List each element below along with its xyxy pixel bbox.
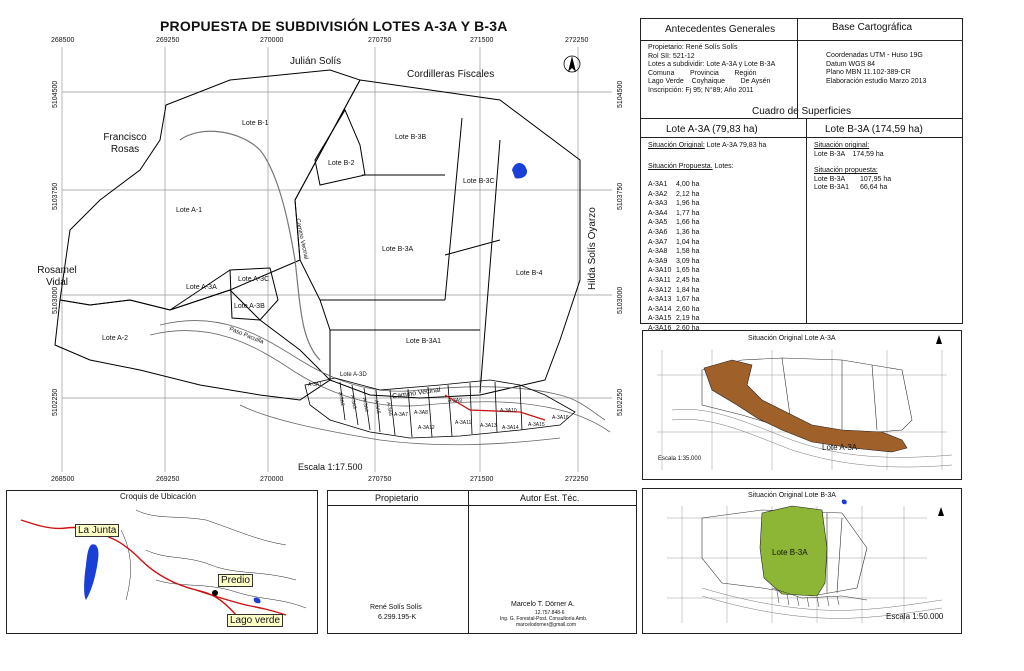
antecedentes-line: Comuna Provincia Región — [648, 69, 757, 77]
a-row-lot: A-3A9 — [648, 257, 668, 265]
a-row-area: 2,60 ha — [676, 305, 700, 313]
inset-a-scale: Escala 1:35.000 — [658, 456, 702, 462]
x-coord: 268500 — [51, 37, 75, 44]
small-lot-label: A-3A8 — [414, 410, 428, 416]
lot-label: Lote B-1 — [242, 120, 269, 127]
antecedentes-line: Lago Verde Coyhaique De Aysén — [648, 78, 771, 85]
owner-name: René Solís Solís — [370, 604, 422, 611]
x-coord: 271500 — [470, 476, 494, 483]
y-coord: 5103000 — [52, 286, 59, 314]
road-label: Camino Vecinal — [294, 218, 309, 261]
small-lot-label: A-3A4 — [360, 397, 370, 413]
inset-a-lot-label: Lote A-3A — [822, 443, 858, 452]
neighbor-rosamel: Rosamel Vidal — [37, 265, 77, 288]
lot-label: Lote A-3C — [238, 276, 270, 283]
a-row-lot: A-3A5 — [648, 219, 668, 227]
owner-title: Propietario — [375, 493, 419, 503]
y-coord: 5102250 — [617, 388, 624, 416]
a-row — [648, 228, 699, 238]
a-row-area: 1,84 ha — [676, 286, 700, 294]
page-title: PROPUESTA DE SUBDIVISIÓN LOTES A-3A Y B-3A — [160, 18, 508, 34]
a-row-lot: A-3A14 — [648, 305, 672, 313]
a-row-lot: A-3A8 — [648, 248, 668, 256]
a-row-area: 1,77 ha — [676, 209, 700, 217]
sup-divider-v — [806, 118, 807, 324]
x-coord: 269250 — [156, 37, 180, 44]
a-row-lot: A-3A6 — [648, 228, 668, 236]
a-row — [648, 276, 699, 286]
a-row — [648, 218, 699, 228]
a-row — [648, 190, 699, 200]
small-lot-label: A-3A9 — [448, 398, 462, 404]
a-prop-suffix: Lotes: — [714, 163, 734, 170]
a-prop-label: Situación Propuesta. — [648, 163, 713, 170]
a-row — [648, 266, 699, 276]
author-name: Marcelo T. Dörner A. — [511, 601, 575, 608]
base-title: Base Cartográfica — [832, 22, 913, 33]
owner-divider-v — [468, 490, 469, 634]
small-lot-label: A-3A2 — [336, 391, 346, 407]
grid-lines — [62, 47, 612, 472]
col-a-content — [648, 142, 766, 168]
small-lot-label: A-3A6 — [384, 401, 394, 417]
a-rows — [648, 180, 699, 334]
a-row — [648, 314, 699, 324]
a-row-area: 4,00 ha — [676, 181, 700, 188]
antecedentes-title: Antecedentes Generales — [665, 24, 776, 35]
small-lot-label: A-3A3 — [348, 394, 358, 410]
small-lot-label: A-3A15 — [528, 422, 545, 428]
inset-b-scale: Escala 1:50.000 — [886, 612, 944, 621]
a-row-area: 1,65 ha — [676, 267, 700, 275]
a-row-lot: A-3A3 — [648, 200, 668, 208]
x-coord: 271500 — [470, 37, 494, 44]
lot-label: Lote A-2 — [102, 335, 129, 342]
author-title: Autor Est. Téc. — [520, 493, 580, 503]
base-line: Datum WGS 84 — [826, 60, 876, 68]
road-label: Paso Pacuilla — [228, 326, 265, 346]
a-orig-value: Lote A-3A 79,83 ha — [706, 142, 767, 149]
a-row — [648, 238, 699, 248]
b-orig-label: Situación original: — [814, 142, 870, 149]
owner-rut: 6.299.195-K — [378, 614, 417, 621]
a-prop-row — [648, 152, 766, 168]
neighbor-francisco: Francisco Rosas — [103, 132, 147, 155]
croquis-svg — [6, 490, 318, 634]
a-row-lot: A-3A2 — [648, 190, 668, 198]
antecedentes-line: Propietario: René Solís Solís — [648, 44, 738, 51]
inset-b-title: Situación Original Lote B-3A — [748, 492, 836, 499]
map-scale: Escala 1:17.500 — [298, 462, 363, 472]
a-row — [648, 209, 699, 219]
b-row — [814, 176, 891, 185]
col-b-content — [814, 142, 891, 193]
predio-marker — [212, 590, 218, 596]
superficies-title: Cuadro de Superficies — [752, 106, 851, 117]
info-divider-v — [797, 18, 798, 118]
y-coord: 5103000 — [617, 286, 624, 314]
inset-a-lot-shape — [704, 360, 907, 452]
y-coord: 5103750 — [52, 182, 59, 210]
x-coord: 269250 — [156, 476, 180, 483]
a-row — [648, 305, 699, 315]
antecedentes-lines — [648, 44, 775, 95]
inset-b-lot-label: Lote B-3A — [772, 548, 808, 557]
author-rut: 12.757.848-6 — [535, 610, 565, 616]
main-map-svg — [0, 0, 640, 490]
a-row-lot: A-3A7 — [648, 238, 668, 246]
croquis-lake — [84, 544, 98, 600]
author-role: Ing. G. Forestal-Post. Consultoría Amb. — [500, 616, 588, 622]
a-row-area: 2,12 ha — [676, 190, 700, 198]
a-row-lot: A-3A11 — [648, 276, 671, 284]
a-row-area: 1,36 ha — [676, 228, 700, 236]
base-line: Coordenadas UTM - Huso 19G — [826, 52, 923, 59]
small-lot-label: A-3A1 — [308, 382, 322, 388]
col-b-title: Lote B-3A (174,59 ha) — [825, 124, 923, 135]
base-line: Plano MBN 11.102-389-CR — [826, 69, 911, 76]
small-lot-label: A-3A14 — [502, 425, 519, 431]
antecedentes-line: Rol SII: 521-12 — [648, 52, 695, 60]
lot-label: Lote A-1 — [176, 207, 203, 214]
a-row-lot: A-3A4 — [648, 209, 668, 217]
lot-label: Lote B-4 — [516, 270, 543, 277]
croquis-label-predio: Predio — [218, 574, 253, 587]
x-coord: 270750 — [368, 37, 392, 44]
croquis-title: Croquis de Ubicación — [120, 492, 197, 501]
lot-label: Lote B-3A — [382, 246, 414, 253]
neighbor-julian: Julián Solís — [290, 56, 342, 67]
a-row — [648, 295, 699, 305]
a-row-lot: A-3A13 — [648, 296, 672, 304]
b-prop-label: Situación propuesta: — [814, 167, 878, 174]
a-row — [648, 257, 699, 267]
owner-author-panel — [327, 490, 637, 634]
neighbor-cordilleras: Cordilleras Fiscales — [407, 69, 495, 80]
lot-label: Lote B-3A1 — [406, 338, 442, 345]
a-row-lot: A-3A10 — [648, 267, 672, 275]
lot-label: Lote B-3B — [395, 134, 427, 141]
north-arrow-icon — [564, 56, 580, 72]
road-label: Camino Vecinal — [391, 386, 441, 401]
a-row-area: 2,45 ha — [676, 276, 700, 284]
small-lot-label: A-3A16 — [552, 415, 569, 421]
a-row-area: 2,19 ha — [676, 315, 700, 323]
neighbor-hilda: Hilda Solís Oyarzo — [587, 207, 598, 290]
a-row-area: 1,04 ha — [676, 238, 700, 246]
croquis-label-junta: La Junta — [75, 524, 119, 537]
a-row-area: 1,67 ha — [676, 296, 700, 304]
y-coord: 5104500 — [52, 80, 59, 108]
a-row — [648, 286, 699, 296]
a-orig-label: Situación Original: — [648, 142, 705, 149]
y-coord: 5103750 — [617, 182, 624, 210]
small-lot-label: A-3A10 — [500, 408, 517, 414]
b-row-area: 66,64 ha — [860, 184, 888, 191]
a-row-area: 3,09 ha — [676, 257, 700, 265]
small-lot-label: A-3A11 — [455, 420, 472, 426]
b-row — [814, 184, 891, 193]
x-coord: 270000 — [260, 37, 284, 44]
small-lot-label: A-3A12 — [418, 425, 435, 431]
lot-label: Lote B-3C — [463, 178, 495, 185]
a-row-area: 2,60 ha — [676, 324, 700, 332]
croquis-road — [21, 520, 236, 615]
a-row-area: 1,96 ha — [676, 200, 700, 208]
a-row-lot: A-3A1 — [648, 181, 668, 188]
x-coord: 270000 — [260, 476, 284, 483]
base-line: Elaboración estudio Marzo 2013 — [826, 77, 927, 85]
info-divider-h2 — [640, 118, 963, 119]
col-a-title: Lote A-3A (79,83 ha) — [666, 124, 758, 135]
small-lot-label: A-3A7 — [394, 412, 408, 418]
b-orig-value: Lote B-3A 174,59 ha — [814, 150, 884, 158]
owner-divider-h — [327, 505, 637, 506]
spacer — [814, 159, 891, 167]
base-lines — [826, 52, 926, 86]
a-orig-row — [648, 142, 766, 152]
x-coord: 272250 — [565, 37, 589, 44]
info-divider-h1 — [640, 40, 963, 41]
antecedentes-line: Inscripción: Fj 95; N°89; Año 2011 — [648, 86, 754, 94]
a-row — [648, 199, 699, 209]
a-row — [648, 247, 699, 257]
x-coord: 268500 — [51, 476, 75, 483]
y-coord: 5102250 — [52, 388, 59, 416]
y-coord: 5104500 — [617, 80, 624, 108]
a-row-lot: A-3A15 — [648, 315, 672, 323]
a-row-lot: A-3A16 — [648, 324, 672, 332]
a-row — [648, 180, 699, 190]
a-row-area: 1,66 ha — [676, 219, 700, 227]
small-lot-label: A-3A5 — [372, 399, 382, 415]
x-coord: 270750 — [368, 476, 392, 483]
author-email: marcelodorner@gmail.com — [516, 622, 577, 628]
b-row-lot: Lote B-3A1 — [814, 184, 850, 191]
lot-label: Lote A-3D — [340, 372, 367, 378]
lot-label: Lote B-2 — [328, 160, 355, 167]
a-row-area: 1,58 ha — [676, 248, 700, 256]
b-row-lot: Lote B-3A — [814, 175, 846, 183]
a-row-lot: A-3A12 — [648, 286, 672, 294]
lot-label: Lote A-3B — [234, 303, 265, 310]
lot-label: Lote A-3A — [186, 284, 217, 291]
small-lot-label: A-3A13 — [480, 423, 497, 429]
antecedentes-line: Lotes a subdividir: Lote A-3A y Lote B-3A — [648, 61, 776, 68]
croquis-label-lago: Lago verde — [227, 614, 283, 627]
inset-a-title: Situación Original Lote A-3A — [748, 335, 836, 342]
x-coord: 272250 — [565, 476, 589, 483]
property-boundaries — [55, 70, 580, 400]
lake-shape — [512, 163, 527, 178]
b-row-area: 107,95 ha — [860, 175, 892, 183]
sup-divider-h — [640, 137, 963, 138]
